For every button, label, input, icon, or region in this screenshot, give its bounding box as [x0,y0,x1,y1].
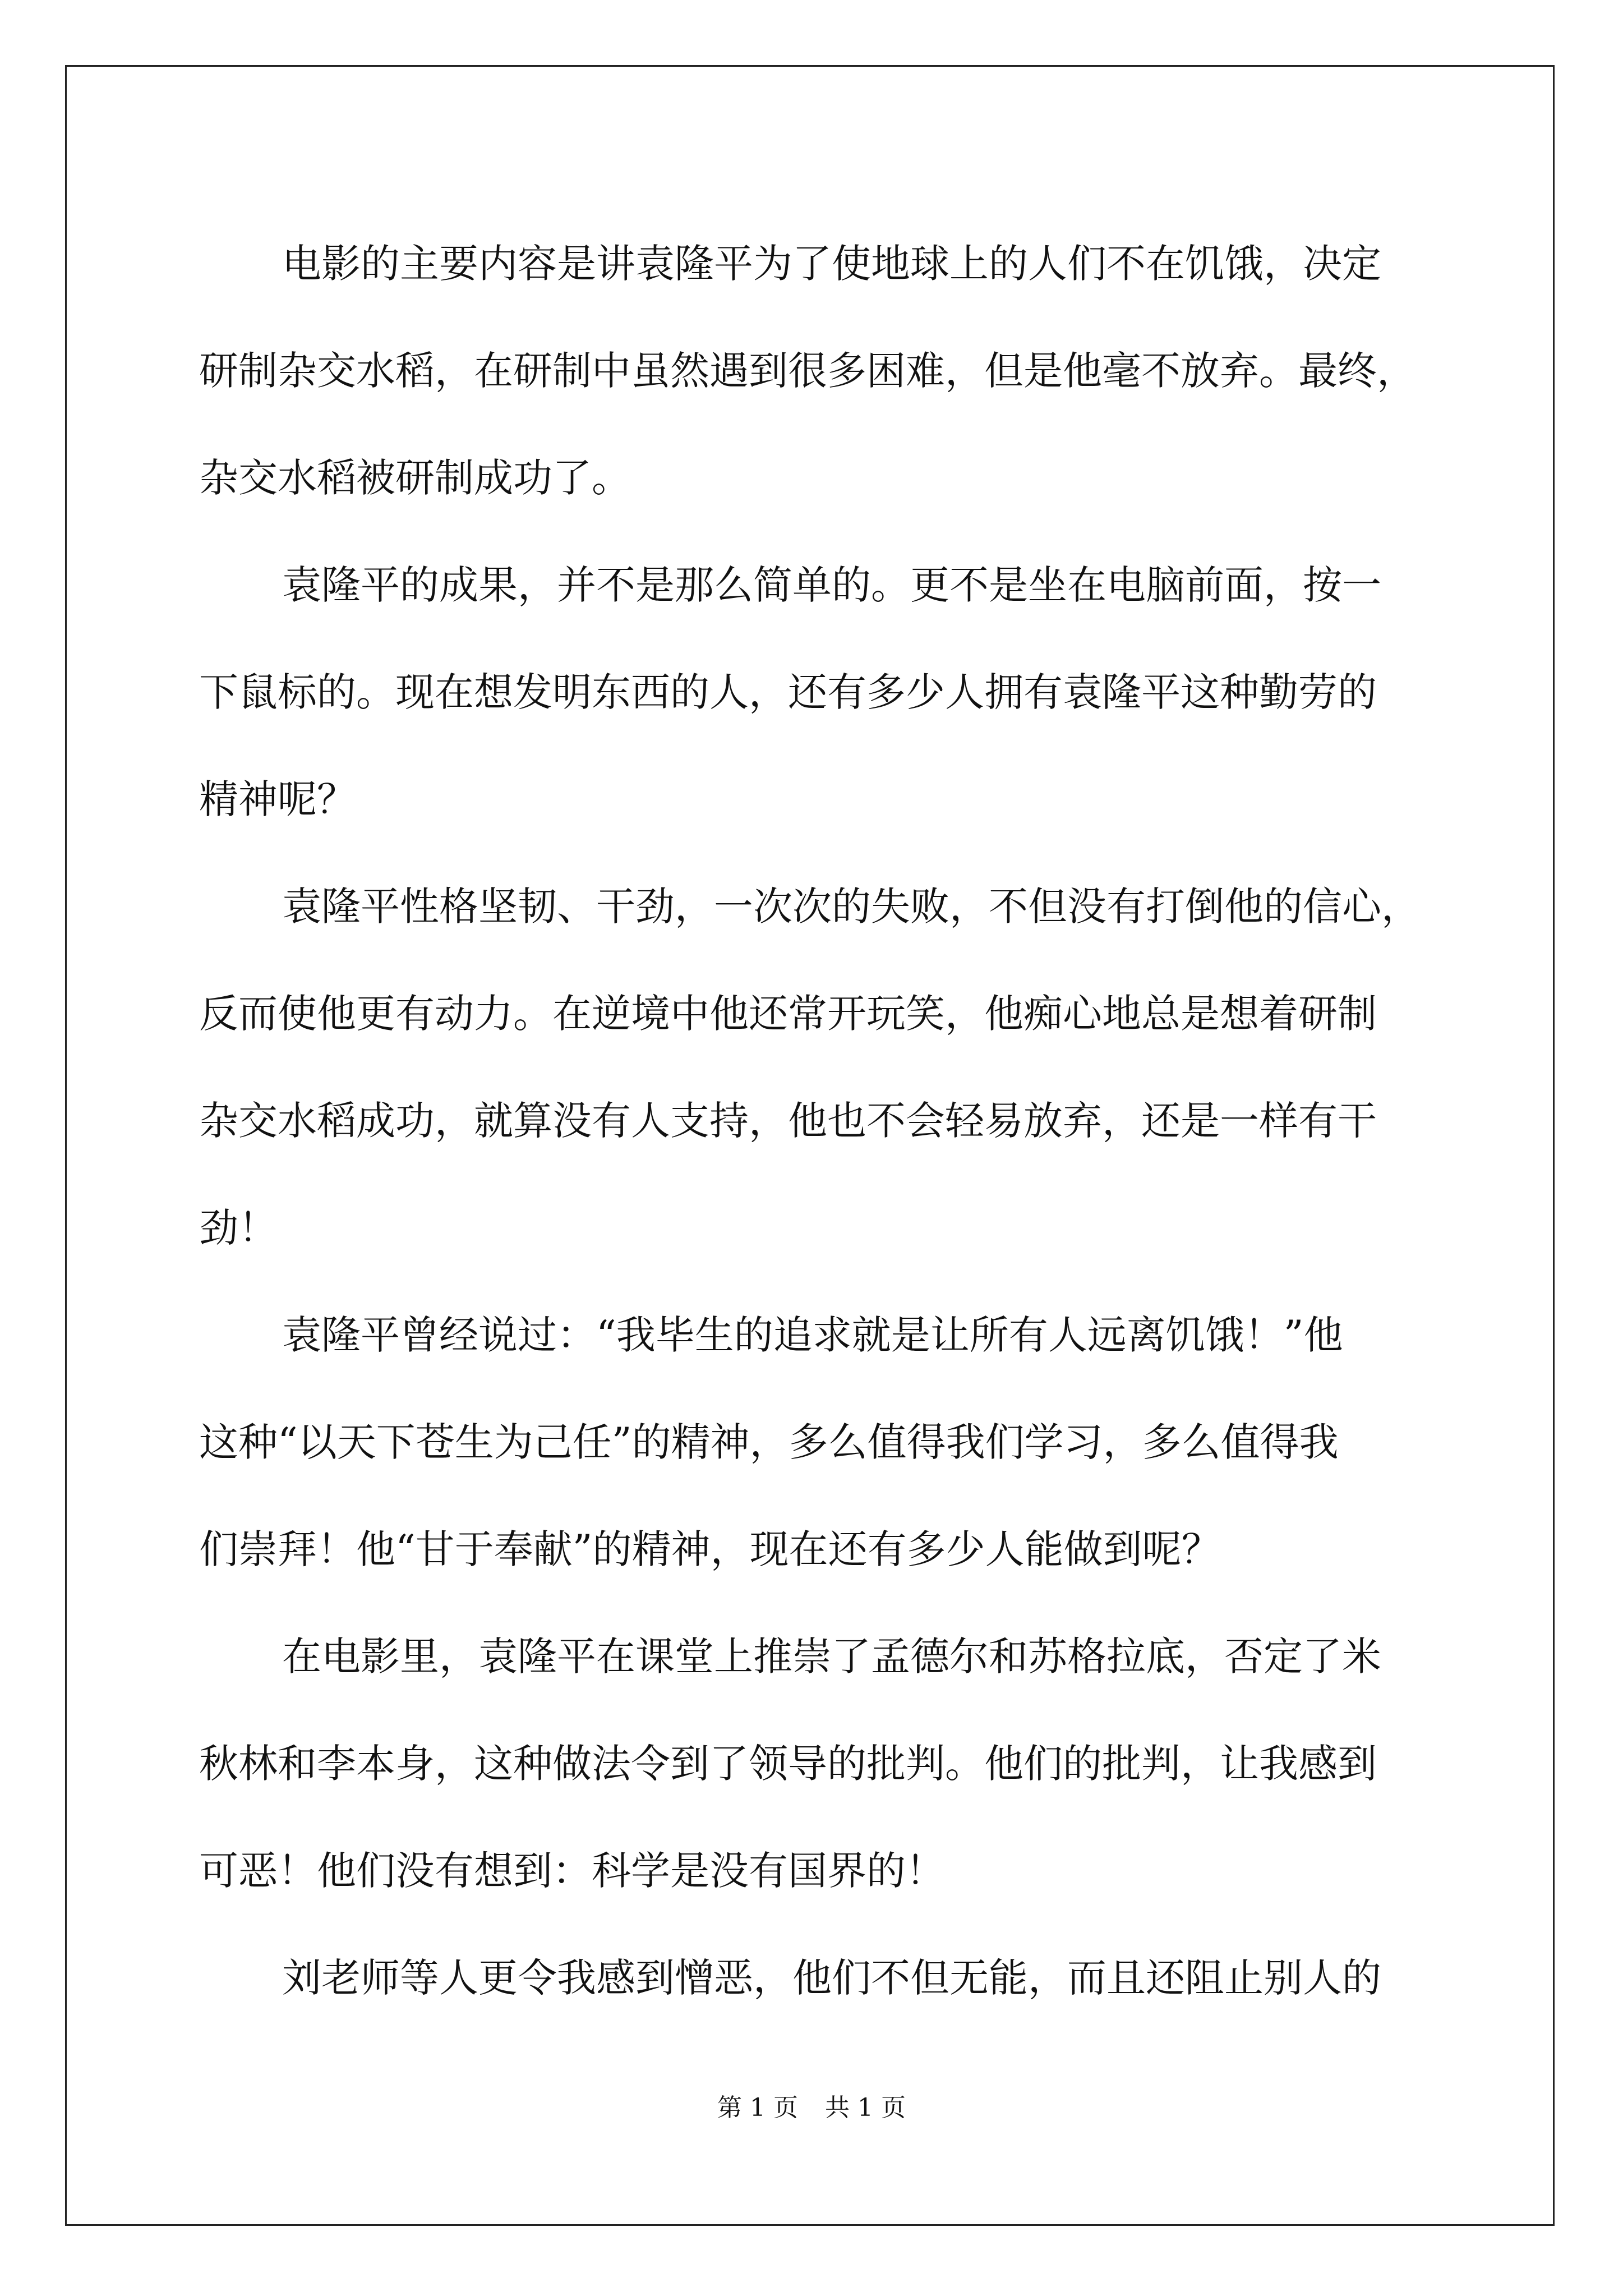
page-number: 第 1 页 [717,2093,798,2122]
text-line: 刘老师等人更令我感到憎恶，他们不但无能，而且还阻止别人的 [282,1955,1381,2001]
text-line: 这种“以天下苍生为己任”的精神，多么值得我们学习，多么值得我 [199,1419,1339,1465]
text-line: 袁隆平的成果，并不是那么简单的。更不是坐在电脑前面，按一 [282,562,1381,608]
text-line: 反而使他更有动力。在逆境中他还常开玩笑，他痴心地总是想着研制 [199,991,1377,1037]
document-body [199,210,1433,2032]
text-line: 袁隆平性格坚韧、干劲，一次次的失败，不但没有打倒他的信心， [282,884,1421,930]
text-line: 在电影里，袁隆平在课堂上推崇了孟德尔和苏格拉底，否定了米 [282,1634,1381,1680]
text-line: 研制杂交水稻，在研制中虽然遇到很多困难，但是他毫不放弃。最终， [199,348,1416,394]
text-line: 们崇拜！他“甘于奉献”的精神，现在还有多少人能做到呢？ [199,1526,1221,1572]
text-line: 袁隆平曾经说过：“我毕生的追求就是让所有人远离饥饿！”他 [282,1312,1343,1358]
text-line: 可恶！他们没有想到：科学是没有国界的！ [199,1848,945,1894]
text-line: 杂交水稻被研制成功了。 [199,455,631,501]
text-line: 杂交水稻成功，就算没有人支持，他也不会轻易放弃，还是一样有干 [199,1098,1377,1144]
text-line: 劲！ [199,1205,278,1251]
text-line: 下鼠标的。现在想发明东西的人，还有多少人拥有袁隆平这种勤劳的 [199,669,1377,715]
text-line: 精神呢？ [199,776,356,822]
page-footer [0,2091,1623,2125]
text-line: 秋林和李本身，这种做法令到了领导的批判。他们的批判，让我感到 [199,1741,1377,1787]
text-line: 电影的主要内容是讲袁隆平为了使地球上的人们不在饥饿，决定 [282,241,1381,287]
page-total: 共 1 页 [825,2093,906,2122]
